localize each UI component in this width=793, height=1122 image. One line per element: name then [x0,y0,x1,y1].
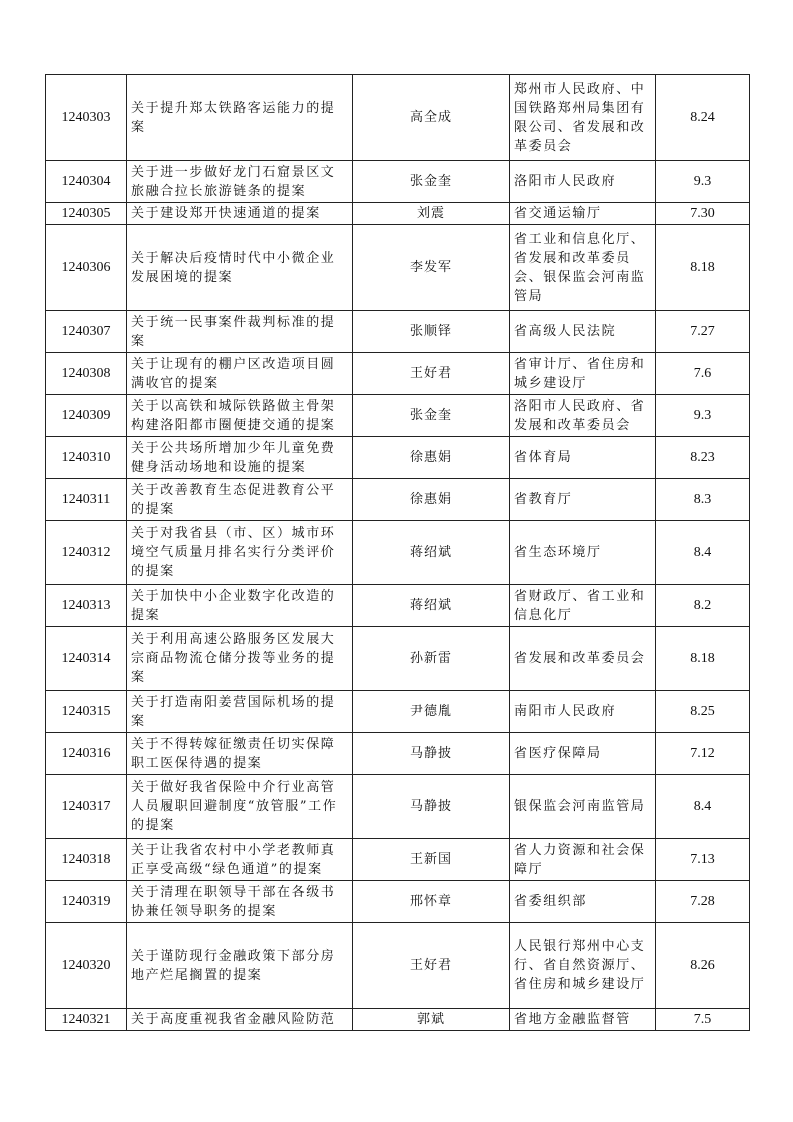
proposal-number-cell: 1240304 [46,161,127,203]
proposal-title-cell: 关于统一民事案件裁判标准的提案 [127,311,353,353]
proposer-cell: 王好君 [353,353,510,395]
date-cell: 8.4 [656,521,750,585]
proposer-cell: 徐惠娟 [353,437,510,479]
date-cell: 7.12 [656,733,750,775]
handling-unit-cell: 省地方金融监督管 [510,1009,656,1031]
table-row [46,479,750,521]
proposal-title-cell: 关于打造南阳姜营国际机场的提案 [127,691,353,733]
date-cell: 9.3 [656,395,750,437]
date-cell: 7.6 [656,353,750,395]
handling-unit-cell: 省发展和改革委员会 [510,627,656,691]
handling-unit-cell: 省教育厅 [510,479,656,521]
handling-unit-cell: 省体育局 [510,437,656,479]
proposer-cell: 郭斌 [353,1009,510,1031]
table-row [46,225,750,311]
handling-unit-cell: 省工业和信息化厅、省发展和改革委员会、银保监会河南监管局 [510,225,656,311]
handling-unit-cell: 洛阳市人民政府 [510,161,656,203]
handling-unit-cell: 洛阳市人民政府、省发展和改革委员会 [510,395,656,437]
table-row [46,521,750,585]
table-row [46,1009,750,1031]
table-row [46,733,750,775]
proposer-cell: 张顺铎 [353,311,510,353]
table-row [46,75,750,161]
table-row [46,839,750,881]
table-row [46,775,750,839]
proposal-title-cell: 关于以高铁和城际铁路做主骨架构建洛阳都市圈便捷交通的提案 [127,395,353,437]
proposal-title-cell: 关于进一步做好龙门石窟景区文旅融合拉长旅游链条的提案 [127,161,353,203]
proposer-cell: 高全成 [353,75,510,161]
proposal-number-cell: 1240305 [46,203,127,225]
proposal-title-cell: 关于改善教育生态促进教育公平的提案 [127,479,353,521]
date-cell: 8.23 [656,437,750,479]
proposal-table [45,74,750,1031]
table-row [46,691,750,733]
table-row [46,881,750,923]
proposal-number-cell: 1240303 [46,75,127,161]
handling-unit-cell: 南阳市人民政府 [510,691,656,733]
proposal-title-cell: 关于清理在职领导干部在各级书协兼任领导职务的提案 [127,881,353,923]
proposal-number-cell: 1240311 [46,479,127,521]
date-cell: 8.3 [656,479,750,521]
table-row [46,395,750,437]
table-body [46,75,750,1031]
handling-unit-cell: 省委组织部 [510,881,656,923]
proposal-number-cell: 1240306 [46,225,127,311]
table-row [46,585,750,627]
table-row [46,353,750,395]
proposal-number-cell: 1240315 [46,691,127,733]
proposer-cell: 徐惠娟 [353,479,510,521]
proposal-title-cell: 关于加快中小企业数字化改造的提案 [127,585,353,627]
proposal-number-cell: 1240309 [46,395,127,437]
table-row [46,627,750,691]
proposer-cell: 邢怀章 [353,881,510,923]
table-row [46,437,750,479]
handling-unit-cell: 郑州市人民政府、中国铁路郑州局集团有限公司、省发展和改革委员会 [510,75,656,161]
handling-unit-cell: 省人力资源和社会保障厅 [510,839,656,881]
proposal-title-cell: 关于不得转嫁征缴责任切实保障职工医保待遇的提案 [127,733,353,775]
proposer-cell: 蒋绍斌 [353,521,510,585]
proposal-number-cell: 1240316 [46,733,127,775]
handling-unit-cell: 省生态环境厅 [510,521,656,585]
date-cell: 7.28 [656,881,750,923]
proposal-title-cell: 关于建设郑开快速通道的提案 [127,203,353,225]
proposal-title-cell: 关于高度重视我省金融风险防范 [127,1009,353,1031]
table-row [46,203,750,225]
proposer-cell: 王好君 [353,923,510,1009]
proposal-number-cell: 1240318 [46,839,127,881]
proposal-number-cell: 1240320 [46,923,127,1009]
table-row [46,311,750,353]
proposer-cell: 张金奎 [353,395,510,437]
proposal-title-cell: 关于提升郑太铁路客运能力的提案 [127,75,353,161]
proposal-number-cell: 1240317 [46,775,127,839]
proposal-title-cell: 关于让现有的棚户区改造项目圆满收官的提案 [127,353,353,395]
date-cell: 8.4 [656,775,750,839]
date-cell: 7.5 [656,1009,750,1031]
table-row [46,161,750,203]
proposal-title-cell: 关于利用高速公路服务区发展大宗商品物流仓储分拨等业务的提案 [127,627,353,691]
proposal-number-cell: 1240314 [46,627,127,691]
proposal-number-cell: 1240310 [46,437,127,479]
table-row [46,923,750,1009]
proposer-cell: 李发军 [353,225,510,311]
proposer-cell: 蒋绍斌 [353,585,510,627]
proposal-number-cell: 1240308 [46,353,127,395]
proposer-cell: 刘震 [353,203,510,225]
date-cell: 8.25 [656,691,750,733]
proposal-title-cell: 关于做好我省保险中介行业高管人员履职回避制度“放管服”工作的提案 [127,775,353,839]
proposer-cell: 马静披 [353,733,510,775]
proposal-number-cell: 1240313 [46,585,127,627]
handling-unit-cell: 省财政厅、省工业和信息化厅 [510,585,656,627]
date-cell: 8.18 [656,225,750,311]
proposal-number-cell: 1240312 [46,521,127,585]
proposer-cell: 马静披 [353,775,510,839]
proposal-title-cell: 关于谨防现行金融政策下部分房地产烂尾搁置的提案 [127,923,353,1009]
handling-unit-cell: 省审计厅、省住房和城乡建设厅 [510,353,656,395]
handling-unit-cell: 人民银行郑州中心支行、省自然资源厅、省住房和城乡建设厅 [510,923,656,1009]
proposer-cell: 王新国 [353,839,510,881]
date-cell: 8.2 [656,585,750,627]
date-cell: 7.13 [656,839,750,881]
proposal-number-cell: 1240321 [46,1009,127,1031]
proposal-number-cell: 1240319 [46,881,127,923]
handling-unit-cell: 银保监会河南监管局 [510,775,656,839]
proposer-cell: 张金奎 [353,161,510,203]
proposer-cell: 孙新雷 [353,627,510,691]
date-cell: 8.24 [656,75,750,161]
handling-unit-cell: 省交通运输厅 [510,203,656,225]
proposal-title-cell: 关于公共场所增加少年儿童免费健身活动场地和设施的提案 [127,437,353,479]
date-cell: 8.26 [656,923,750,1009]
proposal-title-cell: 关于对我省县（市、区）城市环境空气质量月排名实行分类评价的提案 [127,521,353,585]
proposal-title-cell: 关于解决后疫情时代中小微企业发展困境的提案 [127,225,353,311]
date-cell: 8.18 [656,627,750,691]
date-cell: 7.27 [656,311,750,353]
handling-unit-cell: 省医疗保障局 [510,733,656,775]
date-cell: 9.3 [656,161,750,203]
proposal-number-cell: 1240307 [46,311,127,353]
date-cell: 7.30 [656,203,750,225]
handling-unit-cell: 省高级人民法院 [510,311,656,353]
proposer-cell: 尹德胤 [353,691,510,733]
proposal-title-cell: 关于让我省农村中小学老教师真正享受高级“绿色通道”的提案 [127,839,353,881]
